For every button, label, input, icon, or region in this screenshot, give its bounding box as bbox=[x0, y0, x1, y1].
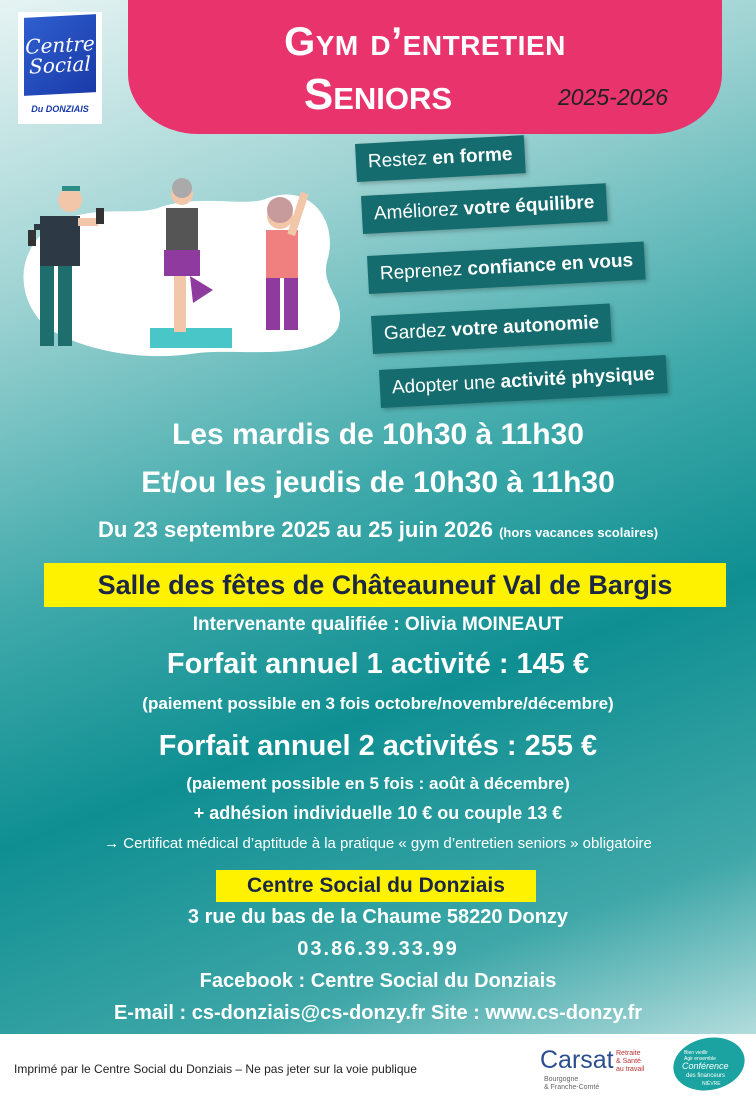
benefit-5-text: Adopter une bbox=[391, 371, 502, 399]
logo-word-centre: Centre bbox=[25, 31, 95, 59]
benefit-2-emphasis: votre équilibre bbox=[463, 191, 595, 220]
season-year: 2025-2026 bbox=[558, 84, 668, 110]
logo-tile bbox=[24, 14, 96, 96]
benefit-tag-4 bbox=[371, 303, 612, 353]
seniors-exercising-illustration bbox=[18, 178, 358, 368]
fee-two-activities: Forfait annuel 2 activités : 255 € bbox=[158, 730, 598, 762]
benefit-4-text: Gardez bbox=[383, 319, 453, 345]
certificate-text: Certificat médical d’aptitude à la pratique « gym d’entretien seniors » obligatoire bbox=[123, 835, 652, 852]
membership-fee: + adhésion individuelle 10 € ou couple 13 € bbox=[193, 803, 563, 823]
cfppa-line-2: Agir ensemble bbox=[684, 1056, 716, 1062]
medical-certificate-note bbox=[0, 835, 756, 852]
centre-social-logo bbox=[18, 12, 102, 124]
cfppa-line-1: Bien vieillir bbox=[684, 1050, 708, 1056]
logo-subtitle: Du DONZIAIS bbox=[31, 104, 89, 114]
carsat-logo bbox=[540, 1046, 660, 1092]
benefit-2-text: Améliorez bbox=[373, 198, 465, 225]
cfppa-line-5: NIÈVRE bbox=[702, 1081, 721, 1087]
logo-word-social: Social bbox=[29, 51, 91, 79]
conference-des-financeurs-logo bbox=[670, 1034, 748, 1094]
cfppa-line-3: Conférence bbox=[682, 1061, 729, 1071]
arrow-right-icon: → bbox=[104, 835, 124, 852]
benefit-tag-1 bbox=[355, 135, 525, 182]
venue-banner: Salle des fêtes de Châteauneuf Val de Bargis bbox=[44, 563, 726, 607]
season-dates bbox=[0, 517, 756, 543]
benefit-tag-5 bbox=[379, 355, 668, 408]
email-and-site: E-mail : cs-donziais@cs-donzy.fr Site : www.cs-donzy.fr bbox=[113, 1002, 643, 1024]
benefit-5-emphasis: activité physique bbox=[500, 363, 656, 393]
carsat-region-1: Bourgogne bbox=[544, 1076, 579, 1083]
benefit-tag-3 bbox=[367, 242, 646, 294]
benefit-1-text: Restez bbox=[367, 148, 433, 173]
printed-by-notice: Imprimé par le Centre Social du Donziais – Ne pas jeter sur la voie publique bbox=[14, 1062, 417, 1076]
yoga-mat bbox=[150, 328, 232, 348]
phone-number: 03.86.39.33.99 bbox=[297, 938, 459, 960]
benefit-4-emphasis: votre autonomie bbox=[450, 312, 600, 341]
organization-name: Centre Social du Donziais bbox=[216, 870, 536, 902]
schedule-thursdays: Et/ou les jeudis de 10h30 à 11h30 bbox=[141, 466, 615, 499]
address: 3 rue du bas de la Chaume 58220 Donzy bbox=[187, 906, 569, 928]
carsat-tagline-2: & Santé bbox=[616, 1058, 641, 1065]
payment-note-two: (paiement possible en 5 fois : août à décembre) bbox=[186, 774, 570, 793]
payment-note-one: (paiement possible en 3 fois octobre/novembre/décembre) bbox=[142, 694, 614, 713]
title-line-1: Gym d’entretien bbox=[284, 20, 566, 64]
instructor-text: Intervenante qualifiée : Olivia MOINEAUT bbox=[192, 614, 564, 635]
benefit-tag-2 bbox=[361, 183, 607, 234]
carsat-tagline-1: Retraite bbox=[616, 1050, 641, 1057]
title-line-2: Seniors bbox=[303, 70, 453, 119]
dates-text: Du 23 septembre 2025 au 25 juin 2026 bbox=[97, 517, 493, 542]
benefit-3-emphasis: confiance en vous bbox=[466, 250, 634, 280]
schedule-tuesdays: Les mardis de 10h30 à 11h30 bbox=[172, 418, 584, 451]
carsat-region bbox=[544, 1076, 599, 1092]
carsat-region-2: & Franche-Comté bbox=[544, 1084, 600, 1091]
cfppa-line-4: des financeurs bbox=[686, 1073, 726, 1079]
facebook-info: Facebook : Centre Social du Donziais bbox=[199, 970, 557, 992]
benefit-1-emphasis: en forme bbox=[431, 143, 513, 169]
fee-one-activity: Forfait annuel 1 activité : 145 € bbox=[166, 648, 590, 680]
benefit-3-text: Reprenez bbox=[379, 258, 469, 285]
carsat-tagline bbox=[616, 1050, 644, 1074]
dates-note: (hors vacances scolaires) bbox=[499, 525, 659, 540]
carsat-wordmark: Carsat bbox=[540, 1046, 614, 1074]
carsat-tagline-3: au travail bbox=[616, 1066, 645, 1073]
